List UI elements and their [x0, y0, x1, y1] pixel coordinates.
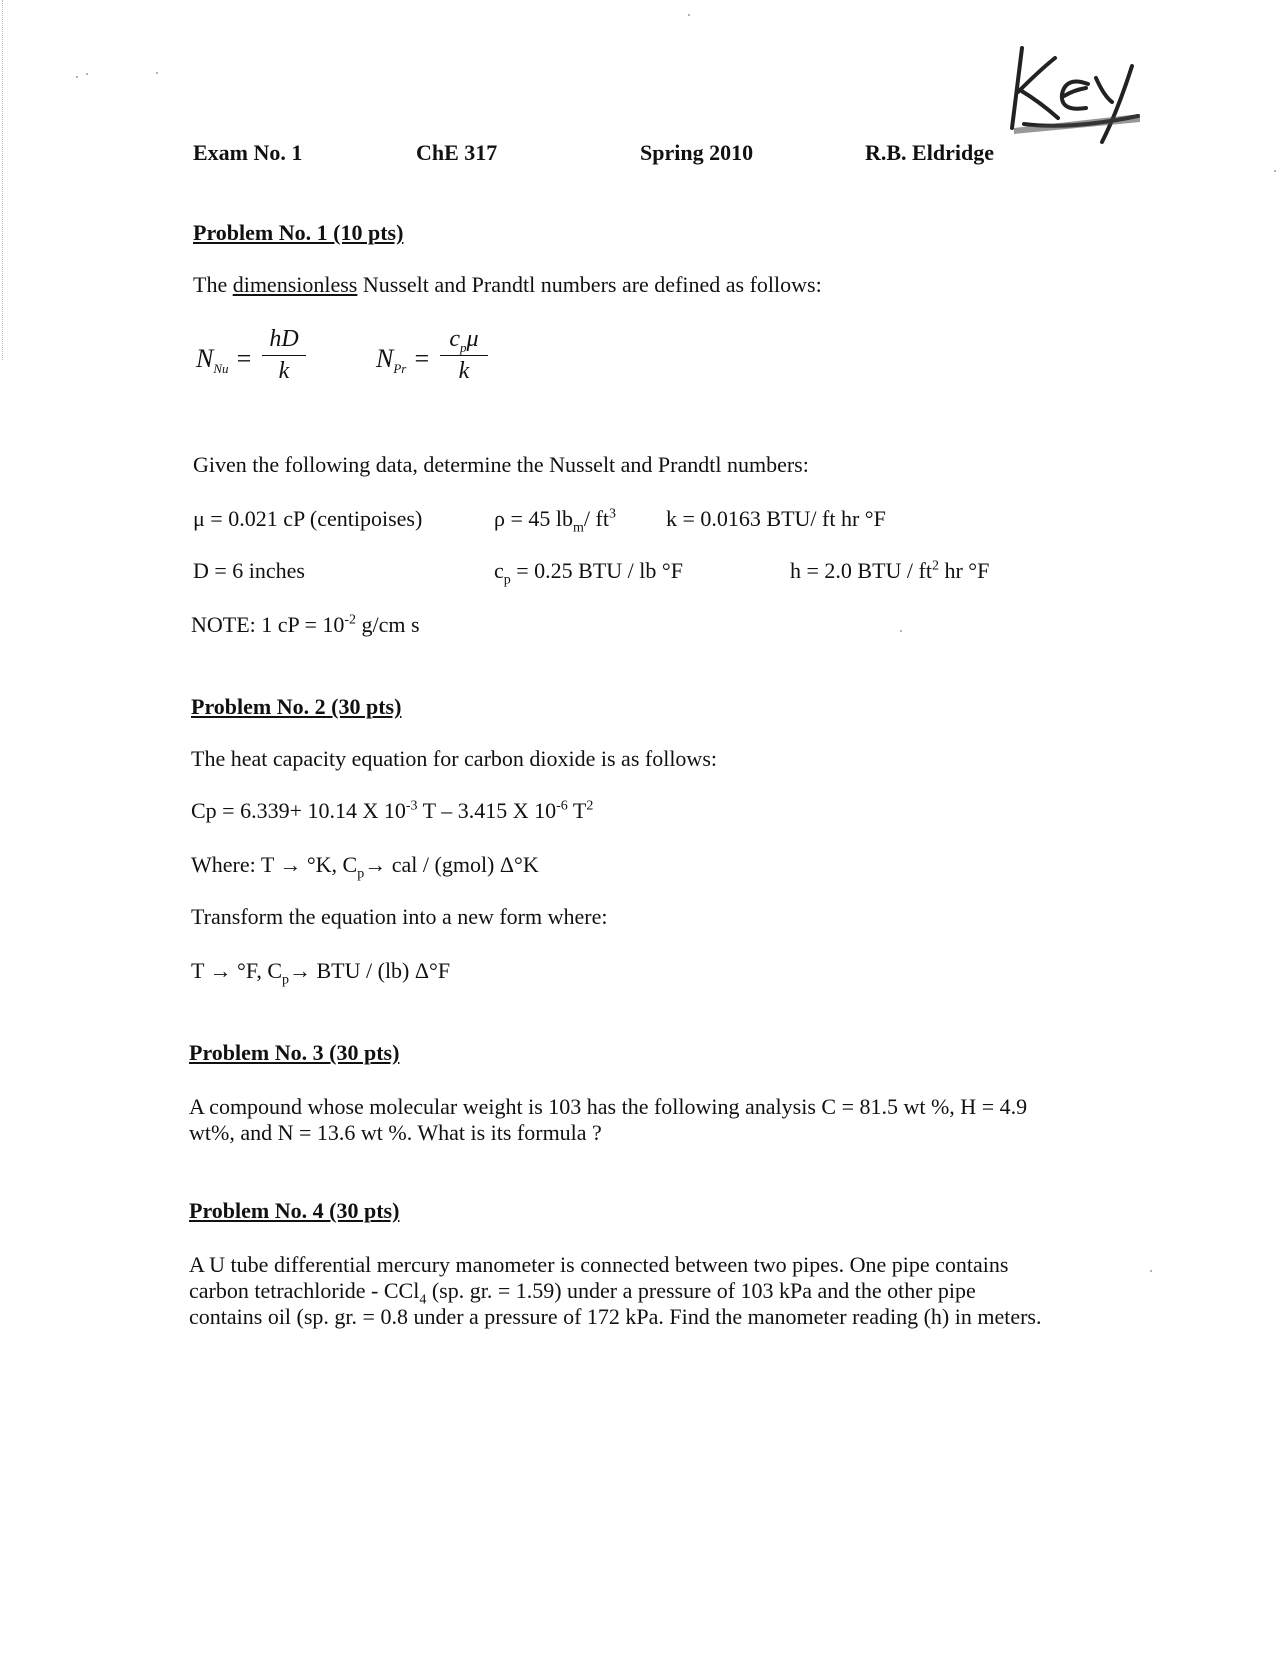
handwritten-key-mark	[1000, 30, 1150, 160]
scan-speck	[76, 76, 78, 78]
problem-3-line-1: A compound whose molecular weight is 103 has the following analysis C = 81.5 wt %, H = 4.9	[189, 1094, 1028, 1119]
problem-1-title: Problem No. 1 (10 pts)	[193, 220, 404, 245]
nusselt-numerator: hD	[269, 326, 299, 352]
term: Spring 2010	[640, 140, 754, 165]
nusselt-denominator: k	[278, 358, 290, 384]
heat-capacity-equation: Cp = 6.339+ 10.14 X $10^{-3}$ T – 3.415 X $10^{-6}$ $T^2$	[191, 798, 594, 823]
course-code: ChE 317	[416, 140, 498, 165]
heat-transfer-coefficient-value: h = 2.0 BTU / $ft^2$ hr °F	[790, 558, 990, 583]
instructor: R.B. Eldridge	[865, 140, 994, 165]
problem-2-new-units: T → °F, $C_p\to$ BTU / (lb) Δ°F	[191, 958, 451, 988]
scan-speck	[1274, 170, 1276, 172]
problem-3-title: Problem No. 3 (30 pts)	[189, 1040, 400, 1065]
scan-speck	[900, 630, 902, 632]
scan-speck	[86, 73, 88, 75]
problem-3-line-2: wt%, and N = 13.6 wt %. What is its formula ?	[189, 1120, 602, 1145]
scan-edge-artifact	[2, 0, 4, 360]
problem-4-title: Problem No. 4 (30 pts)	[189, 1198, 400, 1223]
scan-speck	[1150, 1270, 1152, 1272]
problem-1-note: NOTE: 1 cP = $10^{-2}$ g/cm s	[191, 612, 420, 637]
scan-speck	[156, 72, 158, 74]
problem-2-intro: The heat capacity equation for carbon dioxide is as follows:	[191, 746, 717, 771]
problem-1-given: Given the following data, determine the Nusselt and Prandtl numbers:	[193, 452, 809, 477]
problem-1-intro: The dimensionless Nusselt and Prandtl numbers are defined as follows:	[193, 272, 822, 297]
prandtl-denominator: k	[458, 358, 470, 384]
diameter-value: D = 6 inches	[193, 558, 305, 583]
conductivity-value: k = 0.0163 BTU/ ft hr °F	[666, 506, 886, 531]
problem-4-line-2: carbon tetrachloride - CCl$_4$ (sp. gr. = 1.59) under a pressure of 103 kPa and the other pipe	[189, 1278, 976, 1308]
heat-capacity-value: $c_p = 0.25$ BTU / lb °F	[494, 558, 683, 588]
nusselt-fraction	[262, 326, 306, 385]
problem-4-line-3: contains oil (sp. gr. = 0.8 under a pressure of 172 kPa. Find the manometer reading (h) in meters.	[189, 1304, 1042, 1329]
prandtl-fraction	[440, 326, 488, 385]
viscosity-value: μ = 0.021 cP (centipoises)	[193, 506, 423, 531]
exam-number: Exam No. 1	[193, 140, 303, 165]
problem-2-transform: Transform the equation into a new form where:	[191, 904, 608, 929]
problem-2-title: Problem No. 2 (30 pts)	[191, 694, 402, 719]
scan-speck	[688, 14, 690, 16]
dimensionless-word: dimensionless	[232, 272, 358, 297]
problem-2-units: Where: T → °K, $C_p\to$ cal / (gmol) Δ°K	[191, 852, 539, 882]
prandtl-numerator: $c_p\mu$	[449, 326, 479, 355]
problem-4-line-1: A U tube differential mercury manometer is connected between two pipes. One pipe contains	[189, 1252, 1009, 1277]
nusselt-symbol: $N_{Nu}$ =	[196, 344, 253, 377]
prandtl-symbol: $N_{Pr}$ =	[376, 344, 431, 377]
density-value: ρ = 45 $lb_m/$ $ft^3$	[494, 506, 616, 536]
